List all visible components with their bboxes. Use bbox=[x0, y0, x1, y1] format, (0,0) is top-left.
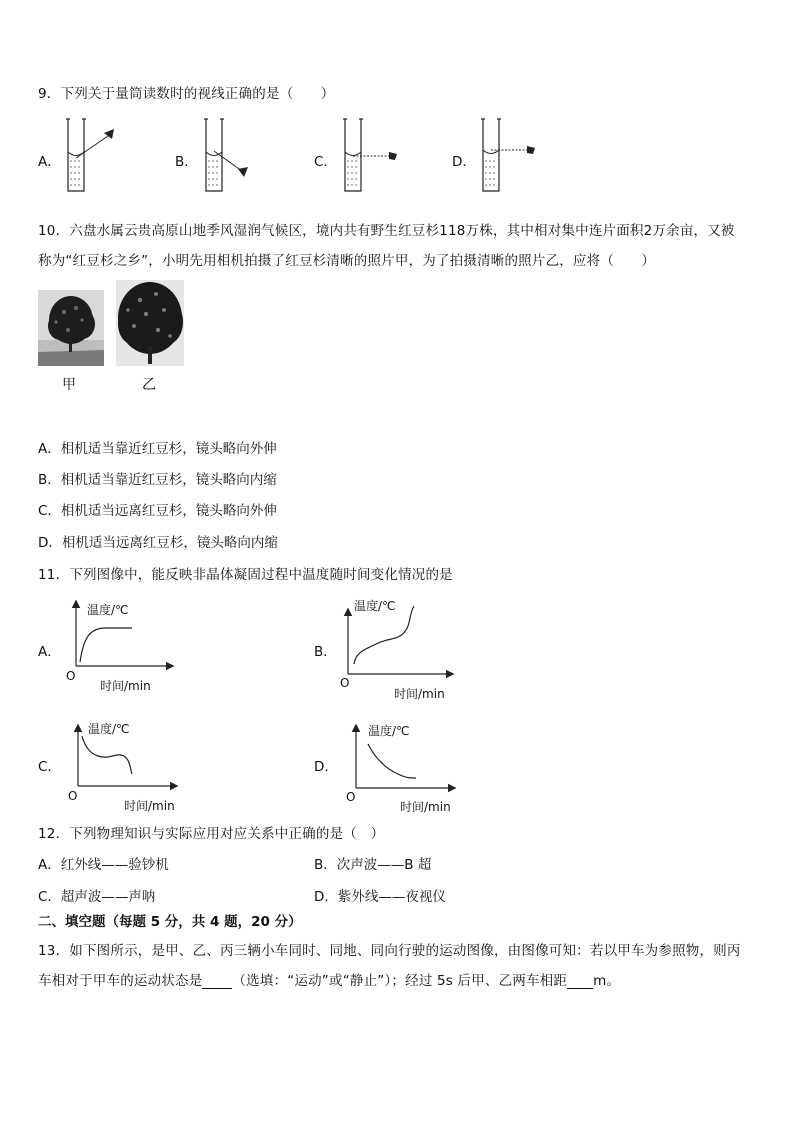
q13-blank-1[interactable] bbox=[202, 974, 232, 989]
q12-option-a: A．红外线——验钞机 bbox=[38, 857, 169, 873]
eye-icon bbox=[527, 146, 535, 154]
q10-option-a: A．相机适当靠近红豆杉，镜头略向外伸 bbox=[38, 441, 277, 457]
q12-option-b: B．次声波——B 超 bbox=[314, 857, 432, 873]
q10-stem-line1: 10．六盘水属云贵高原山地季风湿润气候区，境内共有野生红豆杉118万株，其中相对集中连片面积2万余亩，又被 bbox=[38, 223, 735, 239]
q11-option-b-label: B． bbox=[314, 644, 337, 660]
q11-option-a-label: A． bbox=[38, 644, 61, 660]
q13-text-part3: m。 bbox=[593, 973, 621, 989]
photo-yi bbox=[116, 280, 184, 366]
q9-option-c-label: C． bbox=[314, 154, 337, 170]
q13-stem-line2 bbox=[38, 969, 620, 989]
q9-option-b-label: B． bbox=[175, 154, 198, 170]
q9-option-a-label: A． bbox=[38, 154, 61, 170]
q13-text-part2: （选填：“运动”或“静止”）；经过 5s 后甲、乙两车相距 bbox=[232, 973, 568, 989]
graph-d-origin: O bbox=[346, 790, 356, 804]
q12-option-c: C．超声波——声呐 bbox=[38, 889, 156, 905]
q12-option-d: D．紫外线——夜视仪 bbox=[314, 889, 446, 905]
eye-icon bbox=[389, 152, 397, 160]
graph-b-plot bbox=[342, 594, 462, 684]
q10-stem-line2: 称为“红豆杉之乡”，小明先用相机拍摄了红豆杉清晰的照片甲，为了拍摄清晰的照片乙，应将（ ） bbox=[38, 253, 656, 269]
section-title: 二、填空题（每题 5 分，共 4 题，20 分） bbox=[38, 914, 302, 930]
q13-stem-line1: 13．如下图所示，是甲、乙、丙三辆小车同时、同地、同向行驶的运动图像，由图像可知：若以甲车为参照物，则丙 bbox=[38, 943, 741, 959]
q13-text-part1: 车相对于甲车的运动状态是 bbox=[38, 973, 203, 989]
q11-option-c-label: C． bbox=[38, 759, 61, 775]
graph-a-plot bbox=[70, 598, 180, 678]
q10-option-c: C．相机适当远离红豆杉，镜头略向外伸 bbox=[38, 503, 277, 519]
photo-jia bbox=[38, 290, 104, 366]
q9-option-d-label: D． bbox=[452, 154, 476, 170]
q9-stem: 9．下列关于量筒读数时的视线正确的是（ ） bbox=[38, 86, 335, 102]
q13-blank-2[interactable] bbox=[567, 974, 593, 989]
q9-cylinder-c-figure bbox=[337, 115, 407, 200]
graph-c-origin: O bbox=[68, 789, 78, 803]
eye-icon bbox=[238, 167, 248, 177]
q12-stem: 12．下列物理知识与实际应用对应关系中正确的是（ ） bbox=[38, 826, 385, 842]
q9-cylinder-a-figure bbox=[60, 115, 120, 200]
q11-stem: 11．下列图像中，能反映非晶体凝固过程中温度随时间变化情况的是 bbox=[38, 567, 453, 583]
q11-option-d-label: D． bbox=[314, 759, 338, 775]
graph-d-plot bbox=[350, 716, 470, 798]
q9-cylinder-d-figure bbox=[475, 115, 545, 200]
graph-b-origin: O bbox=[340, 676, 350, 690]
graph-b-ylabel: 温度/℃ bbox=[354, 599, 396, 613]
graph-c-ylabel: 温度/℃ bbox=[88, 722, 130, 736]
graph-a-ylabel: 温度/℃ bbox=[87, 603, 129, 617]
q9-cylinder-b-figure bbox=[198, 115, 258, 200]
graph-c-xlabel: 时间/min bbox=[124, 799, 175, 813]
graph-a-xlabel: 时间/min bbox=[100, 679, 151, 693]
graph-d-xlabel: 时间/min bbox=[400, 800, 451, 814]
q10-option-b: B．相机适当靠近红豆杉，镜头略向内缩 bbox=[38, 472, 277, 488]
graph-a-origin: O bbox=[66, 669, 76, 683]
graph-b-xlabel: 时间/min bbox=[394, 687, 445, 701]
q10-option-d: D．相机适当远离红豆杉，镜头略向内缩 bbox=[38, 535, 278, 551]
photo-label-jia: 甲 bbox=[62, 377, 76, 393]
photo-label-yi: 乙 bbox=[142, 377, 156, 393]
graph-d-ylabel: 温度/℃ bbox=[368, 724, 410, 738]
graph-c-plot bbox=[72, 716, 192, 796]
